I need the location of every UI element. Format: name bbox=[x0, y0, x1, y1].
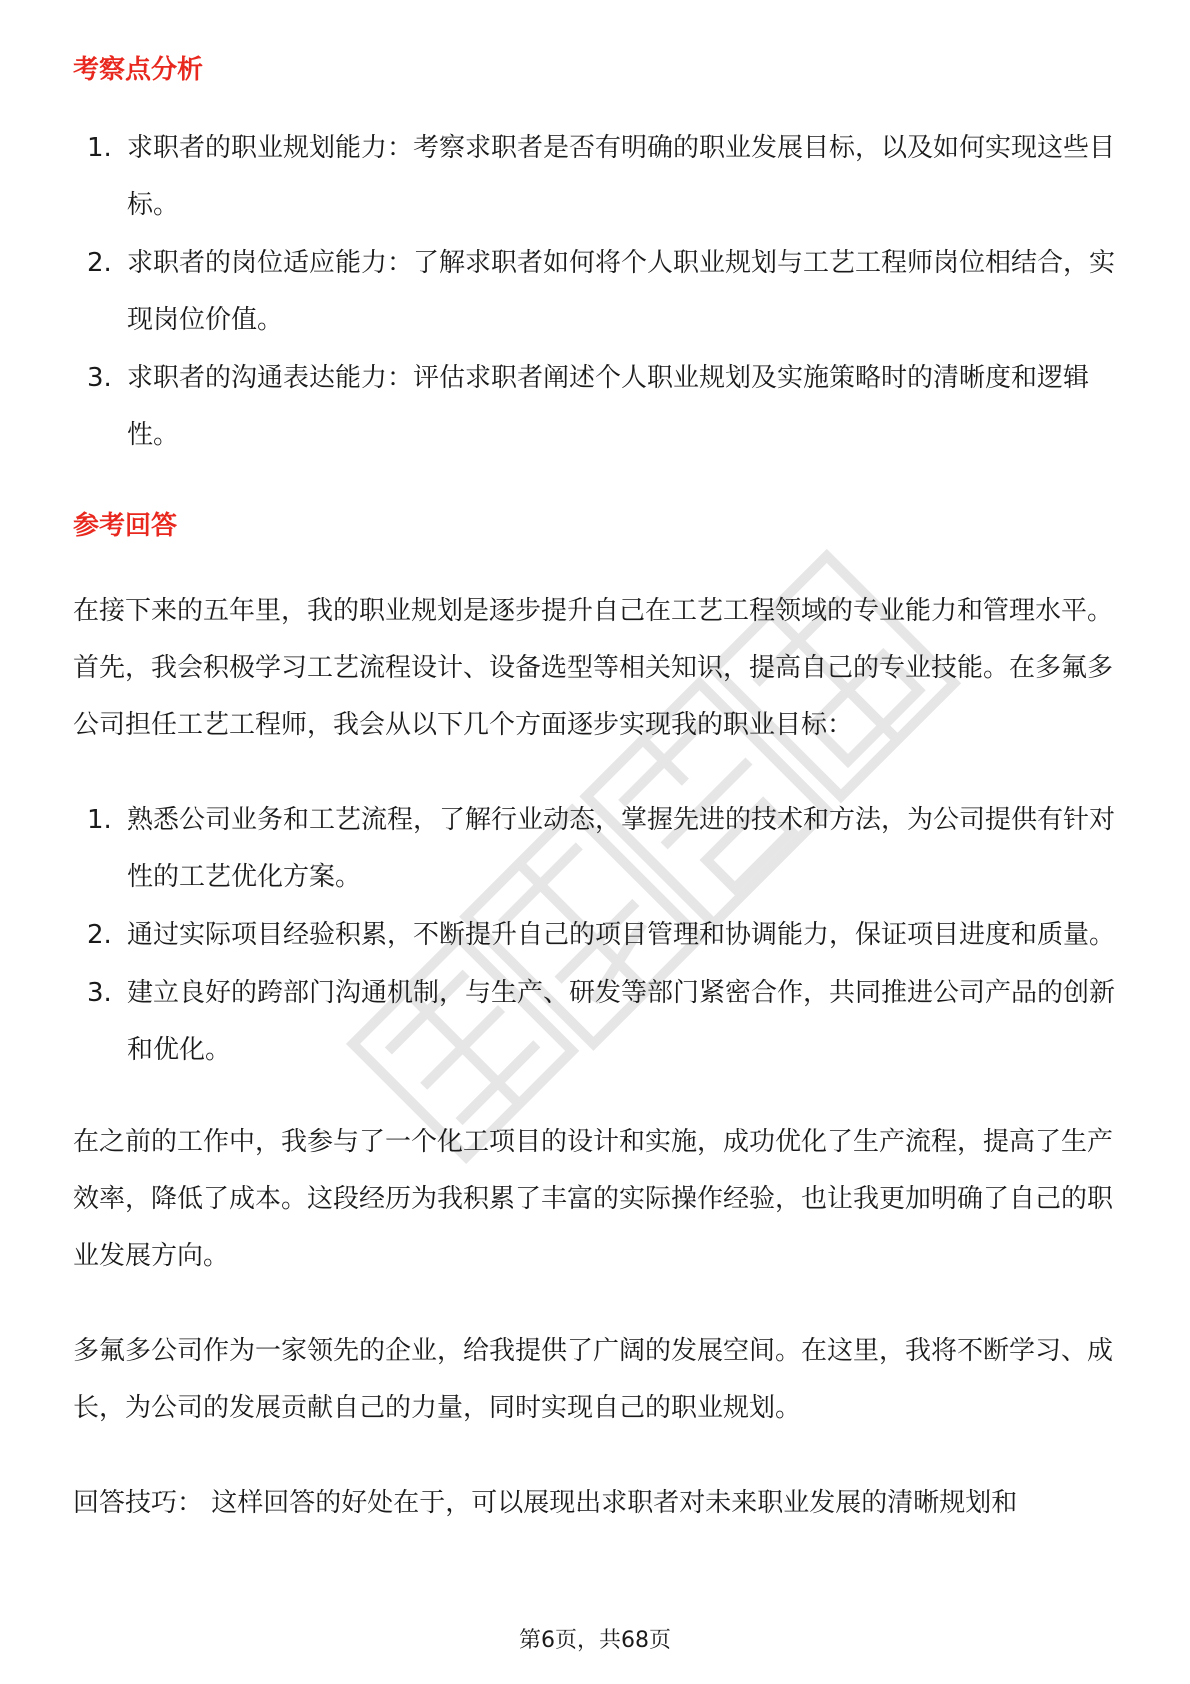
section-heading-analysis: 考察点分析 bbox=[73, 55, 204, 85]
list-item-text: 求职者的沟通表达能力：评估求职者阐述个人职业规划及实施策略时的清晰度和逻辑性。 bbox=[127, 363, 1090, 450]
list-item-text: 求职者的岗位适应能力：了解求职者如何将个人职业规划与工艺工程师岗位相结合，实现岗位价值。 bbox=[127, 248, 1116, 335]
list-item bbox=[73, 120, 1123, 234]
page-footer: 第6页，共68页 bbox=[519, 1628, 671, 1653]
section-heading-reference-answer: 参考回答 bbox=[73, 511, 178, 541]
answer-tip-paragraph: 回答技巧： 这样回答的好处在于，可以展现出求职者对未来职业发展的清晰规划和 bbox=[73, 1488, 1018, 1518]
list-number: 3. bbox=[87, 363, 112, 393]
list-item-text: 通过实际项目经验积累，不断提升自己的项目管理和协调能力，保证项目进度和质量。 bbox=[127, 920, 1116, 950]
list-item bbox=[73, 350, 1123, 464]
list-item-text: 建立良好的跨部门沟通机制，与生产、研发等部门紧密合作，共同推进公司产品的创新和优化。 bbox=[127, 978, 1116, 1065]
list-number: 3. bbox=[87, 978, 112, 1008]
list-item-text: 求职者的职业规划能力：考察求职者是否有明确的职业发展目标，以及如何实现这些目标。 bbox=[127, 133, 1116, 220]
list-number: 2. bbox=[87, 920, 112, 950]
list-item bbox=[73, 965, 1123, 1079]
list-number: 2. bbox=[87, 248, 112, 278]
list-item bbox=[73, 907, 1123, 964]
answer-goals-list bbox=[73, 792, 1123, 1079]
list-item bbox=[73, 235, 1123, 349]
list-number: 1. bbox=[87, 805, 112, 835]
company-paragraph: 多氟多公司作为一家领先的企业，给我提供了广阔的发展空间。在这里，我将不断学习、成长，为公司的发展贡献自己的力量，同时实现自己的职业规划。 bbox=[73, 1336, 1114, 1423]
analysis-list bbox=[73, 120, 1123, 464]
experience-paragraph: 在之前的工作中，我参与了一个化工项目的设计和实施，成功优化了生产流程，提高了生产效率，降低了成本。这段经历为我积累了丰富的实际操作经验，也让我更加明确了自己的职业发展方向。 bbox=[73, 1127, 1114, 1271]
list-item bbox=[73, 792, 1123, 906]
answer-intro-paragraph: 在接下来的五年里，我的职业规划是逐步提升自己在工艺工程领域的专业能力和管理水平。首先，我会积极学习工艺流程设计、设备选型等相关知识，提高自己的专业技能。在多氟多公司担任工艺工程师，我会从以下几个方面逐步实现我的职业目标： bbox=[73, 596, 1114, 740]
list-item-text: 熟悉公司业务和工艺流程，了解行业动态，掌握先进的技术和方法，为公司提供有针对性的工艺优化方案。 bbox=[127, 805, 1116, 892]
document-content bbox=[73, 52, 1123, 1532]
list-number: 1. bbox=[87, 133, 112, 163]
